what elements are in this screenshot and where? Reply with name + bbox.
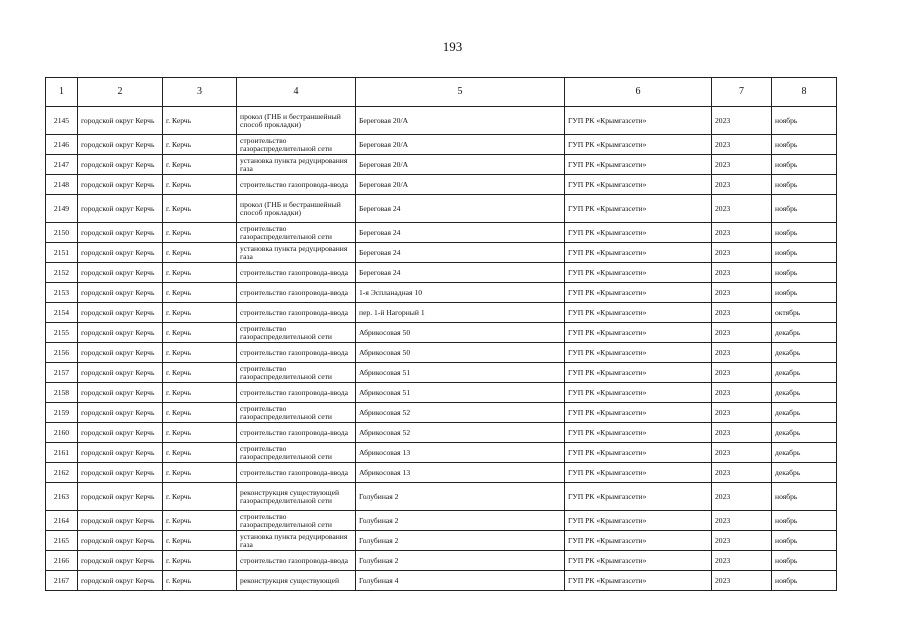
district-cell: городской округ Керчь xyxy=(78,303,163,323)
row-number-cell: 2159 xyxy=(46,403,78,423)
address-cell: Береговая 20/А xyxy=(356,155,565,175)
work-type-cell: строительство газопровода-ввода xyxy=(237,383,356,403)
month-cell: ноябрь xyxy=(772,223,837,243)
city-cell: г. Керчь xyxy=(163,135,237,155)
header-cell: 4 xyxy=(237,78,356,107)
row-number-cell: 2157 xyxy=(46,363,78,383)
district-cell: городской округ Керчь xyxy=(78,383,163,403)
table-row xyxy=(46,263,837,283)
row-number-cell: 2154 xyxy=(46,303,78,323)
work-type-cell: установка пункта редуцирования газа xyxy=(237,243,356,263)
row-number-cell: 2162 xyxy=(46,463,78,483)
work-type-cell: реконструкция существующей газораспределительной сети xyxy=(237,483,356,511)
row-number-cell: 2160 xyxy=(46,423,78,443)
work-type-cell: строительство газораспределительной сети xyxy=(237,443,356,463)
table-row xyxy=(46,195,837,223)
address-cell: Абрикосовая 13 xyxy=(356,443,565,463)
district-cell: городской округ Керчь xyxy=(78,403,163,423)
address-cell: Береговая 24 xyxy=(356,223,565,243)
address-cell: Береговая 24 xyxy=(356,243,565,263)
address-cell: Береговая 20/А xyxy=(356,135,565,155)
city-cell: г. Керчь xyxy=(163,343,237,363)
organization-cell: ГУП РК «Крымгазсети» xyxy=(565,463,712,483)
month-cell: декабрь xyxy=(772,423,837,443)
month-cell: ноябрь xyxy=(772,107,837,135)
organization-cell: ГУП РК «Крымгазсети» xyxy=(565,323,712,343)
page-number: 193 xyxy=(442,39,463,54)
year-cell: 2023 xyxy=(712,223,772,243)
table-row xyxy=(46,223,837,243)
organization-cell: ГУП РК «Крымгазсети» xyxy=(565,223,712,243)
organization-cell: ГУП РК «Крымгазсети» xyxy=(565,283,712,303)
row-number-cell: 2152 xyxy=(46,263,78,283)
row-number-cell: 2148 xyxy=(46,175,78,195)
month-cell: декабрь xyxy=(772,403,837,423)
address-cell: Голубиная 4 xyxy=(356,571,565,591)
work-type-cell: строительство газораспределительной сети xyxy=(237,403,356,423)
work-type-cell: строительство газораспределительной сети xyxy=(237,363,356,383)
organization-cell: ГУП РК «Крымгазсети» xyxy=(565,263,712,283)
work-type-cell: строительство газопровода-ввода xyxy=(237,283,356,303)
city-cell: г. Керчь xyxy=(163,303,237,323)
year-cell: 2023 xyxy=(712,303,772,323)
city-cell: г. Керчь xyxy=(163,155,237,175)
table-row xyxy=(46,243,837,263)
month-cell: ноябрь xyxy=(772,531,837,551)
address-cell: Абрикосовая 50 xyxy=(356,343,565,363)
row-number-cell: 2167 xyxy=(46,571,78,591)
district-cell: городской округ Керчь xyxy=(78,243,163,263)
city-cell: г. Керчь xyxy=(163,175,237,195)
year-cell: 2023 xyxy=(712,511,772,531)
work-type-cell: строительство газораспределительной сети xyxy=(237,135,356,155)
city-cell: г. Керчь xyxy=(163,383,237,403)
district-cell: городской округ Керчь xyxy=(78,463,163,483)
work-type-cell: реконструкция существующей xyxy=(237,571,356,591)
address-cell: Абрикосовая 52 xyxy=(356,403,565,423)
year-cell: 2023 xyxy=(712,531,772,551)
district-cell: городской округ Керчь xyxy=(78,551,163,571)
organization-cell: ГУП РК «Крымгазсети» xyxy=(565,363,712,383)
month-cell: декабрь xyxy=(772,383,837,403)
table-row xyxy=(46,135,837,155)
organization-cell: ГУП РК «Крымгазсети» xyxy=(565,423,712,443)
row-number-cell: 2146 xyxy=(46,135,78,155)
month-cell: ноябрь xyxy=(772,283,837,303)
address-cell: Абрикосовая 50 xyxy=(356,323,565,343)
year-cell: 2023 xyxy=(712,383,772,403)
city-cell: г. Керчь xyxy=(163,571,237,591)
table-row xyxy=(46,483,837,511)
month-cell: декабрь xyxy=(772,343,837,363)
city-cell: г. Керчь xyxy=(163,483,237,511)
city-cell: г. Керчь xyxy=(163,195,237,223)
district-cell: городской округ Керчь xyxy=(78,283,163,303)
district-cell: городской округ Керчь xyxy=(78,195,163,223)
address-cell: Голубиная 2 xyxy=(356,551,565,571)
city-cell: г. Керчь xyxy=(163,107,237,135)
work-type-cell: строительство газопровода-ввода xyxy=(237,303,356,323)
row-number-cell: 2153 xyxy=(46,283,78,303)
work-type-cell: установка пункта редуцирования газа xyxy=(237,155,356,175)
district-cell: городской округ Керчь xyxy=(78,263,163,283)
table-row xyxy=(46,403,837,423)
table-row xyxy=(46,423,837,443)
city-cell: г. Керчь xyxy=(163,323,237,343)
table-body xyxy=(46,107,837,591)
header-cell: 7 xyxy=(712,78,772,107)
row-number-cell: 2161 xyxy=(46,443,78,463)
work-type-cell: установка пункта редуцирования газа xyxy=(237,531,356,551)
month-cell: ноябрь xyxy=(772,571,837,591)
year-cell: 2023 xyxy=(712,363,772,383)
table-row xyxy=(46,443,837,463)
year-cell: 2023 xyxy=(712,483,772,511)
year-cell: 2023 xyxy=(712,343,772,363)
address-cell: 1-я Эспланадная 10 xyxy=(356,283,565,303)
work-type-cell: строительство газопровода-ввода xyxy=(237,463,356,483)
city-cell: г. Керчь xyxy=(163,551,237,571)
work-type-cell: прокол (ГНБ и бестраншейный способ прокладки) xyxy=(237,195,356,223)
district-cell: городской округ Керчь xyxy=(78,107,163,135)
table-row xyxy=(46,363,837,383)
month-cell: декабрь xyxy=(772,363,837,383)
month-cell: октябрь xyxy=(772,303,837,323)
organization-cell: ГУП РК «Крымгазсети» xyxy=(565,531,712,551)
city-cell: г. Керчь xyxy=(163,511,237,531)
table-row xyxy=(46,343,837,363)
month-cell: ноябрь xyxy=(772,243,837,263)
organization-cell: ГУП РК «Крымгазсети» xyxy=(565,155,712,175)
month-cell: ноябрь xyxy=(772,155,837,175)
row-number-cell: 2155 xyxy=(46,323,78,343)
table-row xyxy=(46,531,837,551)
table-row xyxy=(46,303,837,323)
row-number-cell: 2149 xyxy=(46,195,78,223)
work-type-cell: строительство газопровода-ввода xyxy=(237,175,356,195)
row-number-cell: 2147 xyxy=(46,155,78,175)
row-number-cell: 2151 xyxy=(46,243,78,263)
year-cell: 2023 xyxy=(712,571,772,591)
row-number-cell: 2163 xyxy=(46,483,78,511)
organization-cell: ГУП РК «Крымгазсети» xyxy=(565,571,712,591)
row-number-cell: 2156 xyxy=(46,343,78,363)
city-cell: г. Керчь xyxy=(163,263,237,283)
row-number-cell: 2158 xyxy=(46,383,78,403)
city-cell: г. Керчь xyxy=(163,423,237,443)
address-cell: Голубиная 2 xyxy=(356,531,565,551)
work-type-cell: строительство газораспределительной сети xyxy=(237,223,356,243)
month-cell: ноябрь xyxy=(772,551,837,571)
header-cell: 5 xyxy=(356,78,565,107)
organization-cell: ГУП РК «Крымгазсети» xyxy=(565,135,712,155)
city-cell: г. Керчь xyxy=(163,283,237,303)
address-cell: Береговая 20/А xyxy=(356,175,565,195)
district-cell: городской округ Керчь xyxy=(78,483,163,511)
month-cell: декабрь xyxy=(772,323,837,343)
year-cell: 2023 xyxy=(712,423,772,443)
organization-cell: ГУП РК «Крымгазсети» xyxy=(565,243,712,263)
row-number-cell: 2164 xyxy=(46,511,78,531)
district-cell: городской округ Керчь xyxy=(78,363,163,383)
address-cell: Береговая 24 xyxy=(356,263,565,283)
city-cell: г. Керчь xyxy=(163,363,237,383)
year-cell: 2023 xyxy=(712,283,772,303)
year-cell: 2023 xyxy=(712,403,772,423)
district-cell: городской округ Керчь xyxy=(78,343,163,363)
table-row xyxy=(46,571,837,591)
organization-cell: ГУП РК «Крымгазсети» xyxy=(565,107,712,135)
row-number-cell: 2145 xyxy=(46,107,78,135)
table-row xyxy=(46,323,837,343)
month-cell: ноябрь xyxy=(772,135,837,155)
city-cell: г. Керчь xyxy=(163,243,237,263)
address-cell: Абрикосовая 51 xyxy=(356,363,565,383)
year-cell: 2023 xyxy=(712,107,772,135)
city-cell: г. Керчь xyxy=(163,463,237,483)
district-cell: городской округ Керчь xyxy=(78,223,163,243)
address-cell: Голубиная 2 xyxy=(356,511,565,531)
work-type-cell: строительство газопровода-ввода xyxy=(237,551,356,571)
table-row xyxy=(46,283,837,303)
district-cell: городской округ Керчь xyxy=(78,135,163,155)
organization-cell: ГУП РК «Крымгазсети» xyxy=(565,303,712,323)
table-row xyxy=(46,511,837,531)
row-number-cell: 2166 xyxy=(46,551,78,571)
table-row xyxy=(46,155,837,175)
organization-cell: ГУП РК «Крымгазсети» xyxy=(565,443,712,463)
city-cell: г. Керчь xyxy=(163,403,237,423)
address-cell: Абрикосовая 52 xyxy=(356,423,565,443)
district-cell: городской округ Керчь xyxy=(78,443,163,463)
district-cell: городской округ Керчь xyxy=(78,531,163,551)
month-cell: ноябрь xyxy=(772,511,837,531)
year-cell: 2023 xyxy=(712,463,772,483)
table-row xyxy=(46,383,837,403)
address-cell: пер. 1-й Нагорный 1 xyxy=(356,303,565,323)
organization-cell: ГУП РК «Крымгазсети» xyxy=(565,511,712,531)
work-type-cell: строительство газораспределительной сети xyxy=(237,511,356,531)
organization-cell: ГУП РК «Крымгазсети» xyxy=(565,343,712,363)
address-cell: Береговая 24 xyxy=(356,195,565,223)
table-row xyxy=(46,463,837,483)
month-cell: ноябрь xyxy=(772,175,837,195)
city-cell: г. Керчь xyxy=(163,531,237,551)
address-cell: Абрикосовая 51 xyxy=(356,383,565,403)
table-row xyxy=(46,175,837,195)
year-cell: 2023 xyxy=(712,443,772,463)
work-type-cell: прокол (ГНБ и бестраншейный способ прокладки) xyxy=(237,107,356,135)
address-cell: Голубиная 2 xyxy=(356,483,565,511)
organization-cell: ГУП РК «Крымгазсети» xyxy=(565,403,712,423)
year-cell: 2023 xyxy=(712,323,772,343)
table-row xyxy=(46,551,837,571)
month-cell: ноябрь xyxy=(772,195,837,223)
district-cell: городской округ Керчь xyxy=(78,155,163,175)
year-cell: 2023 xyxy=(712,243,772,263)
year-cell: 2023 xyxy=(712,175,772,195)
work-type-cell: строительство газораспределительной сети xyxy=(237,323,356,343)
year-cell: 2023 xyxy=(712,195,772,223)
row-number-cell: 2165 xyxy=(46,531,78,551)
header-row xyxy=(46,78,837,107)
district-cell: городской округ Керчь xyxy=(78,423,163,443)
city-cell: г. Керчь xyxy=(163,443,237,463)
district-cell: городской округ Керчь xyxy=(78,571,163,591)
header-cell: 1 xyxy=(46,78,78,107)
year-cell: 2023 xyxy=(712,551,772,571)
district-cell: городской округ Керчь xyxy=(78,175,163,195)
registry-table xyxy=(45,77,837,591)
header-cell: 6 xyxy=(565,78,712,107)
organization-cell: ГУП РК «Крымгазсети» xyxy=(565,483,712,511)
row-number-cell: 2150 xyxy=(46,223,78,243)
work-type-cell: строительство газопровода-ввода xyxy=(237,423,356,443)
year-cell: 2023 xyxy=(712,135,772,155)
address-cell: Береговая 20/А xyxy=(356,107,565,135)
month-cell: декабрь xyxy=(772,443,837,463)
work-type-cell: строительство газопровода-ввода xyxy=(237,263,356,283)
work-type-cell: строительство газопровода-ввода xyxy=(237,343,356,363)
year-cell: 2023 xyxy=(712,263,772,283)
address-cell: Абрикосовая 13 xyxy=(356,463,565,483)
header-cell: 2 xyxy=(78,78,163,107)
month-cell: декабрь xyxy=(772,463,837,483)
organization-cell: ГУП РК «Крымгазсети» xyxy=(565,383,712,403)
district-cell: городской округ Керчь xyxy=(78,511,163,531)
organization-cell: ГУП РК «Крымгазсети» xyxy=(565,195,712,223)
header-cell: 3 xyxy=(163,78,237,107)
city-cell: г. Керчь xyxy=(163,223,237,243)
month-cell: ноябрь xyxy=(772,483,837,511)
month-cell: ноябрь xyxy=(772,263,837,283)
organization-cell: ГУП РК «Крымгазсети» xyxy=(565,175,712,195)
organization-cell: ГУП РК «Крымгазсети» xyxy=(565,551,712,571)
table-row xyxy=(46,107,837,135)
year-cell: 2023 xyxy=(712,155,772,175)
district-cell: городской округ Керчь xyxy=(78,323,163,343)
header-cell: 8 xyxy=(772,78,837,107)
